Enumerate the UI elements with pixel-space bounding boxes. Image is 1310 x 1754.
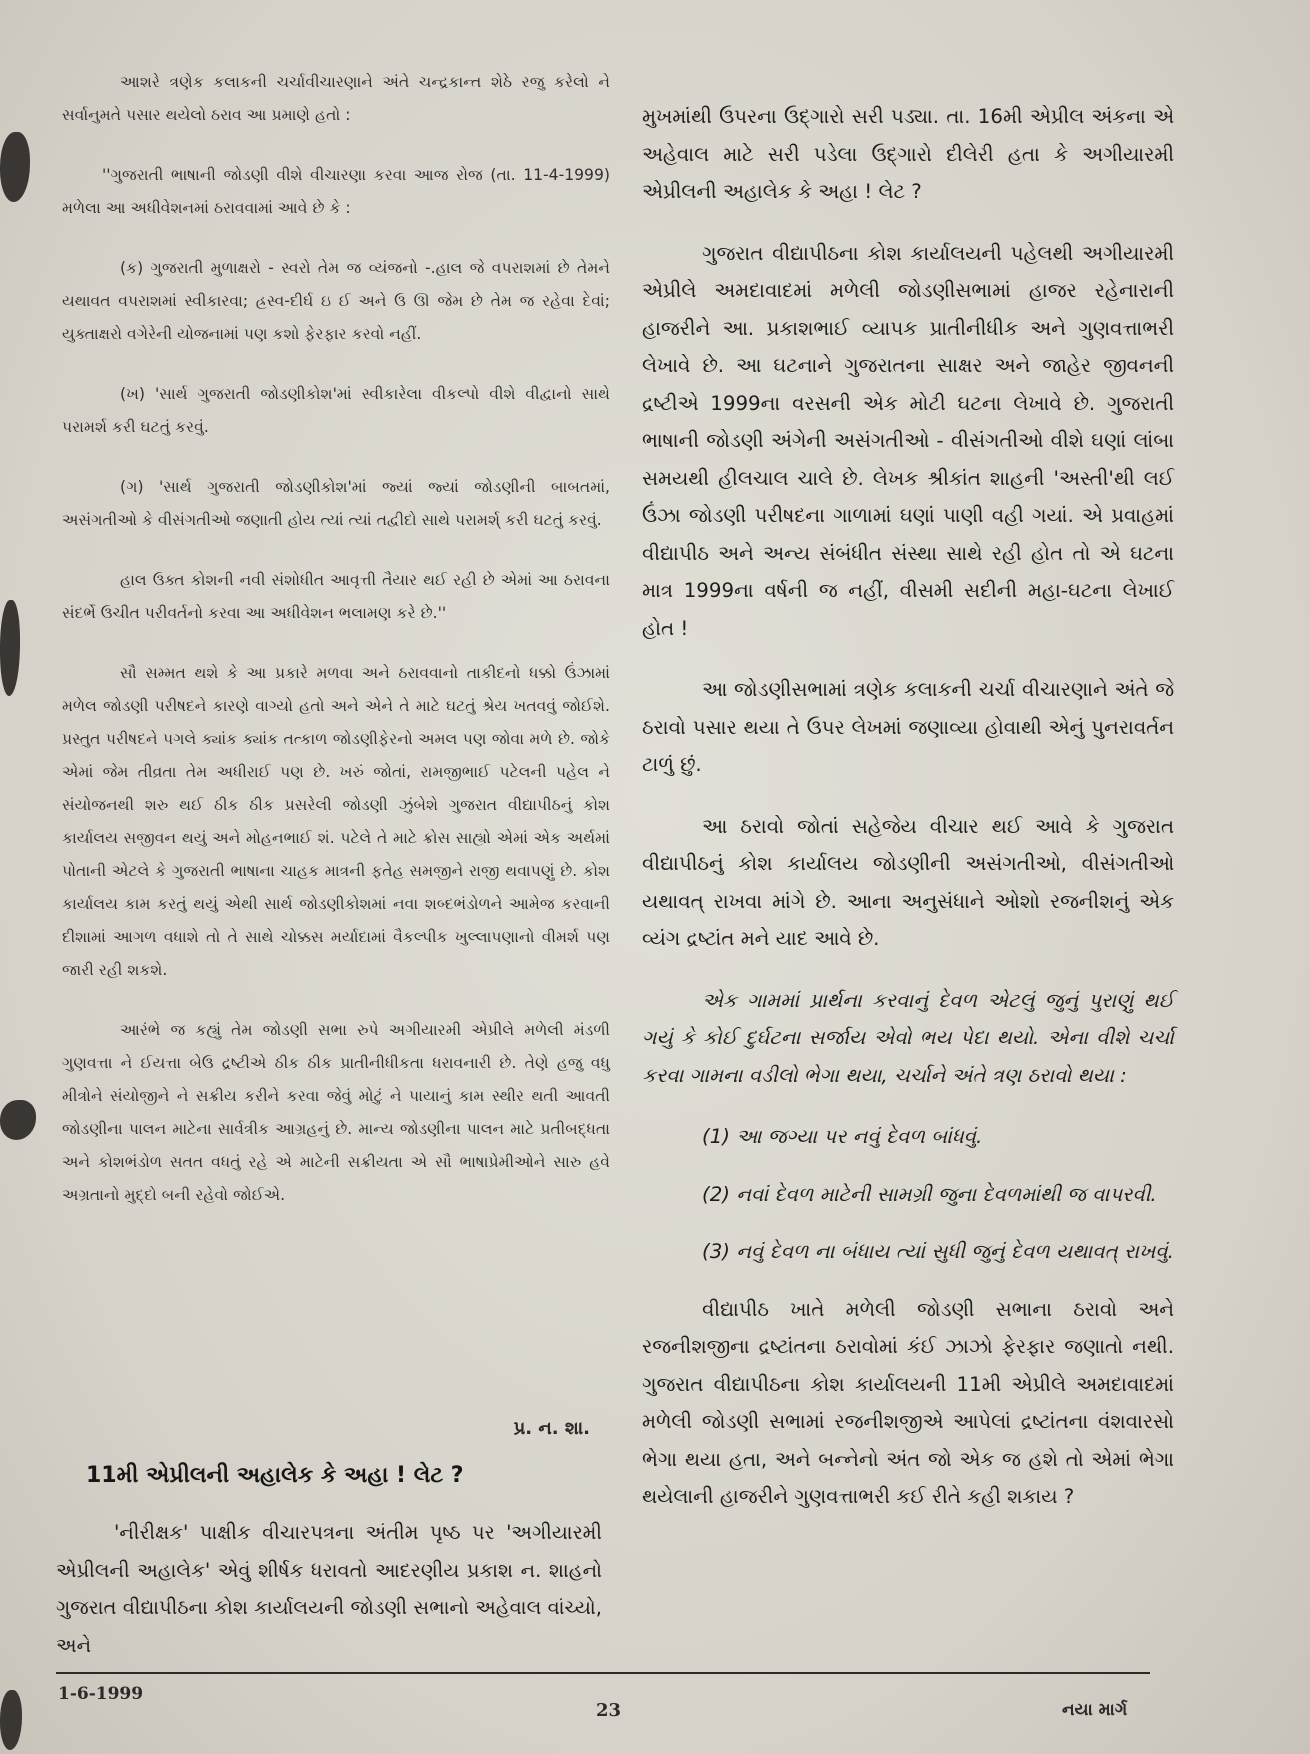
article-paragraph: ગુજરાત વીદ્યાપીઠના કોશ કાર્યાલયની પહેલથી અગીયારમી એપ્રીલે અમદાવાદમાં મળેલી જોડણીસભામાં હાજર રહેનારાની હાજરીને આ. પ્રકાશભાઈ વ્યાપક પ્રાતીનીધીક અને ગુણવત્તાભરી લેખાવે છે. આ ઘટનાને ગુજરાતના સાક્ષર અને જાહેર જીવનની દ્રષ્ટીએ 1999ના વરસની એક મોટી ઘટના લેખાવે છે. ગુજરાતી ભાષાની જોડણી અંગેની અસંગતીઓ - વીસંગતીઓ વીશે ઘણાં લાંબા સમયથી હીલચાલ ચાલે છે. લેખક શ્રીકાંત શાહની 'અસ્તી'થી લઈ ઉંઝા જોડણી પરીષદના ગાળામાં ઘણાં પાણી વહી ગયાં. એ પ્રવાહમાં વીદ્યાપીઠ અને અન્ય સંબંધીત સંસ્થા સાથે રહી હોત તો એ ઘટના માત્ર 1999ના વર્ષની જ નહીં, વીસમી સદીની મહા-ઘટના લેખાઈ હોત ! — [642, 241, 1174, 640]
parable-paragraph: એક ગામમાં પ્રાર્થના કરવાનું દેવળ એટલું જુનું પુરાણું થઈ ગયું કે કોઈ દુર્ઘટના સર્જાય એવો ભય પેદા થયો. એના વીશે ચર્ચા કરવા ગામના વડીલો ભેગા થયા, ચર્ચાને અંતે ત્રણ ઠરાવો થયા : — [642, 988, 1174, 1087]
footer-date: 1-6-1999 — [58, 1684, 144, 1704]
binding-hole-mark — [0, 132, 30, 202]
article-paragraph: આ જોડણીસભામાં ત્રણેક કલાકની ચર્ચા વીચારણાને અંતે જે ઠરાવો પસાર થયા તે ઉપર લેખમાં જણાવ્યા હોવાથી એનું પુનરાવર્તન ટાળું છું. — [642, 678, 1174, 776]
resolution-intro: આશરે ત્રણેક કલાકની ચર્ચાવીચારણાને અંતે ચન્દ્રકાન્ત શેઠે રજુ કરેલો ને સર્વાનુમતે પસાર થયેલો ઠરાવ આ પ્રમાણે હતો : — [62, 73, 610, 124]
commentary-paragraph: સૌ સમ્મત થશે કે આ પ્રકારે મળવા અને ઠરાવવાનો તાકીદનો ધક્કો ઉંઝામાં મળેલ જોડણી પરીષદને કારણે વાગ્યો હતો અને એને તે માટે ઘટતું શ્રેય ખતવવું જોઈશે. પ્રસ્તુત પરીષદને પગલે ક્યાંક ક્યાંક તત્કાળ જોડણીફેરનો અમલ પણ જોવા મળે છે. જોકે એમાં જેમ તીવ્રતા તેમ અધીરાઈ પણ છે. ખરું જોતાં, રામજીભાઈ પટેલની પહેલ ને સંયોજનથી શરુ થઈ ઠીક ઠીક પ્રસરેલી જોડણી ઝુંબેશે ગુજરાત વીદ્યાપીઠનું કોશ કાર્યાલય સજીવન થયું અને મોહનભાઈ શં. પટેલે તે માટે ક્રોસ સાહ્યો એમાં એક અર્થમાં પોતાની એટલે કે ગુજરાતી ભાષાના ચાહક માત્રની ફતેહ સમજીને રાજી થવાપણું છે. કોશ કાર્યાલય કામ કરતું થયું એથી સાર્થ જોડણીકોશમાં નવા શબ્દભંડોળને આમેજ કરવાની દીશામાં આગળ વધાશે તો તે સાથે ચોક્કસ મર્યાદામાં વૈકલ્પીક ખુલ્લાપણાનો વીમર્શ પણ જારી રહી શકશે. — [62, 664, 610, 979]
resolution-clause-kha: (ખ) 'સાર્થ ગુજરાતી જોડણીકોશ'માં સ્વીકારેલા વીકલ્પો વીશે વીદ્વાનો સાથે પરામર્શ કરી ઘટતું કરવું. — [62, 385, 610, 436]
binding-hole-mark — [0, 600, 20, 696]
article-paragraph: મુખમાંથી ઉપરના ઉદ્ગારો સરી પડ્યા. તા. 16મી એપ્રીલ અંકના એ અહેવાલ માટે સરી પડેલા ઉદ્ગારો દીલેરી હતા કે અગીયારમી એપ્રીલની અહાલેક કે અહા ! લેટ ? — [642, 105, 1174, 203]
article-left-text — [56, 1514, 602, 1664]
page-number: 23 — [596, 1700, 622, 1721]
parable-resolution-3: (3) નવું દેવળ ના બંધાય ત્યાં સુધી જુનું દેવળ યથાવત્ રાખવું. — [702, 1240, 1174, 1263]
right-column — [642, 98, 1174, 1540]
resolution-clause-ka: (ક) ગુજરાતી મુળાક્ષરો - સ્વરો તેમ જ વ્યંજનો -.હાલ જે વપરાશમાં છે તેમને યથાવત વપરાશમાં સ્વીકારવા; હ્રસ્વ-દીર્ઘ ઇ ઈ અને ઉ ઊ જેમ છે તેમ જ રહેવા દેવાં; યુક્તાક્ષરો વગેરેની યોજનામાં પણ કશો ફેરફાર કરવો નહીં. — [62, 259, 610, 343]
resolution-quote-opening: ''ગુજરાતી ભાષાની જોડણી વીશે વીચારણા કરવા આજ રોજ (તા. 11-4-1999) મળેલા આ અધીવેશનમાં ઠરાવવામાં આવે છે કે : — [62, 166, 610, 217]
article-paragraph: 'નીરીક્ષક' પાક્ષીક વીચારપત્રના અંતીમ પૃષ્ઠ પર 'અગીયારમી એપ્રીલની અહાલેક' એવું શીર્ષક ધરાવતો આદરણીય પ્રકાશ ન. શાહનો ગુજરાત વીદ્યાપીઠના કોશ કાર્યાલયની જોડણી સભાનો અહેવાલ વાંચ્યો, અને — [56, 1521, 602, 1657]
resolution-clause-ga: (ગ) 'સાર્થ ગુજરાતી જોડણીકોશ'માં જ્યાં જ્યાં જોડણીની બાબતમાં, અસંગતીઓ કે વીસંગતીઓ જણાતી હોય ત્યાં ત્યાં તદ્વીદો સાથે પરામર્શ્ કરી ઘટતું કરવું. — [62, 478, 610, 529]
article-paragraph: આ ઠરાવો જોતાં સહેજેય વીચાર થઈ આવે કે ગુજરાત વીદ્યાપીઠનું કોશ કાર્યાલય જોડણીની અસંગતીઓ, વીસંગતીઓ યથાવત્ રાખવા માંગે છે. આના અનુસંધાને ઓશો રજનીશનું એક વ્યંગ દ્રષ્ટાંત મને યાદ આવે છે. — [642, 814, 1174, 950]
article-heading: 11મી એપ્રીલની અહાલેક કે અહા ! લેટ ? — [86, 1463, 464, 1488]
commentary-paragraph: આરંભે જ કહ્યું તેમ જોડણી સભા રુપે અગીયારમી એપ્રીલે મળેલી મંડળી ગુણવત્તા ને ઈયત્તા બેઉ દ્રષ્ટીએ ઠીક ઠીક પ્રાતીનીધીકતા ધરાવનારી છે. તેણે હજુ વધુ મીત્રોને સંયોજીને ને સક્રીય કરીને કરવા જેવું મોટું ને પાયાનું કામ સ્થીર થતી આવતી જોડણીના પાલન માટેના સાર્વત્રીક આગ્રહનું છે. માન્ય જોડણીના પાલન માટે પ્રતીબદ્ધતા અને કોશભંડોળ સતત વધતું રહે એ માટેની સક્રીયતા એ સૌ ભાષાપ્રેમીઓને સારુ હવે અગ્રતાનો મુદ્દો બની રહેવો જોઈએ. — [62, 1021, 610, 1204]
parable-resolution-2: (2) નવાં દેવળ માટેની સામગ્રી જુના દેવળમાંથી જ વાપરવી. — [702, 1182, 1157, 1206]
author-signature: પ્ર. ન. શા. — [513, 1418, 590, 1439]
binding-hole-mark — [0, 1690, 22, 1750]
left-column — [62, 66, 610, 1239]
footer-divider — [56, 1672, 1150, 1674]
parable-resolution-1: (1) આ જગ્યા પર નવું દેવળ બાંધવું. — [702, 1125, 983, 1148]
journal-name: નયા માર્ગ — [1062, 1700, 1128, 1720]
resolution-closing: હાલ ઉક્ત કોશની નવી સંશોધીત આવૃત્તી તૈયાર થઈ રહી છે એમાં આ ઠરાવના સંદર્ભે ઉચીત પરીવર્તનો કરવા આ અધીવેશન ભલામણ કરે છે.'' — [62, 571, 610, 622]
article-paragraph: વીદ્યાપીઠ ખાતે મળેલી જોડણી સભાના ઠરાવો અને રજનીશજીના દ્રષ્ટાંતના ઠરાવોમાં કંઈ ઝાઝો ફેરફાર જણાતો નથી. ગુજરાત વીદ્યાપીઠના કોશ કાર્યાલયની 11મી એપ્રીલે અમદાવાદમાં મળેલી જોડણી સભામાં રજનીશજીએ આપેલાં દ્રષ્ટાંતના વંશવારસો ભેગા થયા હતા, અને બન્નેનો અંત જો એક જ હશે તો એમાં ભેગા થયેલાની હાજરીને ગુણવત્તાભરી કઈ રીતે કહી શકાય ? — [642, 1297, 1174, 1508]
binding-hole-mark — [0, 1100, 36, 1140]
